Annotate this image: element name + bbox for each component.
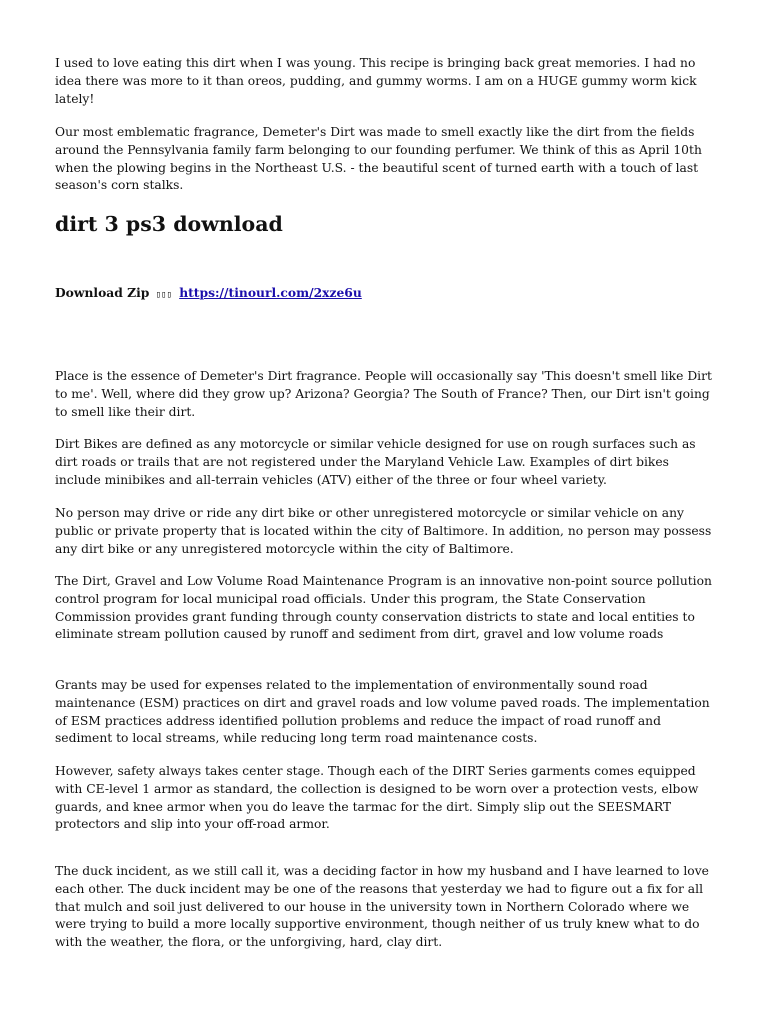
paragraph-intro-2: Our most emblematic fragrance, Demeter's Dirt was made to smell exactly like the dirt from the fields around the Pennsylvania family farm belonging to our founding perfumer. We think of this as April 10th when the plowing begins in the Northeast U.S. - the beautiful scent of turned earth with a touch of last season's corn stalks.	[55, 125, 702, 193]
paragraph-body-4: The Dirt, Gravel and Low Volume Road Maintenance Program is an innovative non-point source pollution control program for local municipal road officials. Under this program, the State Conservation Commission provides grant funding through county conservation districts to state and local entities to eliminate stream pollution caused by runoff and sediment from dirt, gravel and low volume roads	[55, 574, 712, 642]
download-link[interactable]: https://tinourl.com/2xze6u	[179, 285, 362, 300]
missing-glyph-icon: ▯▯▯	[155, 290, 172, 300]
paragraph-body-5: Grants may be used for expenses related to the implementation of environmentally sound road maintenance (ESM) practices on dirt and gravel roads and low volume paved roads. The implementation of ESM practices address identified pollution problems and reduce the impact of road runoff and sediment to local streams, while reducing long term road maintenance costs.	[55, 678, 710, 746]
download-label: Download Zip	[55, 285, 150, 300]
download-line	[55, 284, 362, 304]
paragraph-body-1: Place is the essence of Demeter's Dirt fragrance. People will occasionally say 'This doesn't smell like Dirt to me'. Well, where did they grow up? Arizona? Georgia? The South of France? Then, our Dirt isn't going to smell like their dirt.	[55, 369, 712, 419]
paragraph-body-2: Dirt Bikes are defined as any motorcycle or similar vehicle designed for use on rough surfaces such as dirt roads or trails that are not registered under the Maryland Vehicle Law. Examples of dirt bikes include minibikes and all-terrain vehicles (ATV) either of the three or four wheel variety.	[55, 437, 696, 487]
paragraph-body-6: However, safety always takes center stage. Though each of the DIRT Series garments comes equipped with CE-level 1 armor as standard, the collection is designed to be worn over a protection vests, elbow guards, and knee armor when you do leave the tarmac for the dirt. Simply slip out the SEESMART protectors and slip into your off-road armor.	[55, 764, 699, 832]
paragraph-intro-1: I used to love eating this dirt when I was young. This recipe is bringing back great memories. I had no idea there was more to it than oreos, pudding, and gummy worms. I am on a HUGE gummy worm kick lately!	[55, 56, 697, 106]
paragraph-body-3: No person may drive or ride any dirt bike or other unregistered motorcycle or similar vehicle on any public or private property that is located within the city of Baltimore. In addition, no person may possess any dirt bike or any unregistered motorcycle within the city of Baltimore.	[55, 506, 712, 556]
paragraph-body-7: The duck incident, as we still call it, was a deciding factor in how my husband and I have learned to love each other. The duck incident may be one of the reasons that yesterday we had to figure out a fix for all that mulch and soil just delivered to our house in the university town in Northern Colorado where we were trying to build a more locally supportive environment, though neither of us truly knew what to do with the weather, the flora, or the unforgiving, hard, clay dirt.	[55, 864, 709, 950]
page-title: dirt 3 ps3 download	[55, 212, 283, 236]
